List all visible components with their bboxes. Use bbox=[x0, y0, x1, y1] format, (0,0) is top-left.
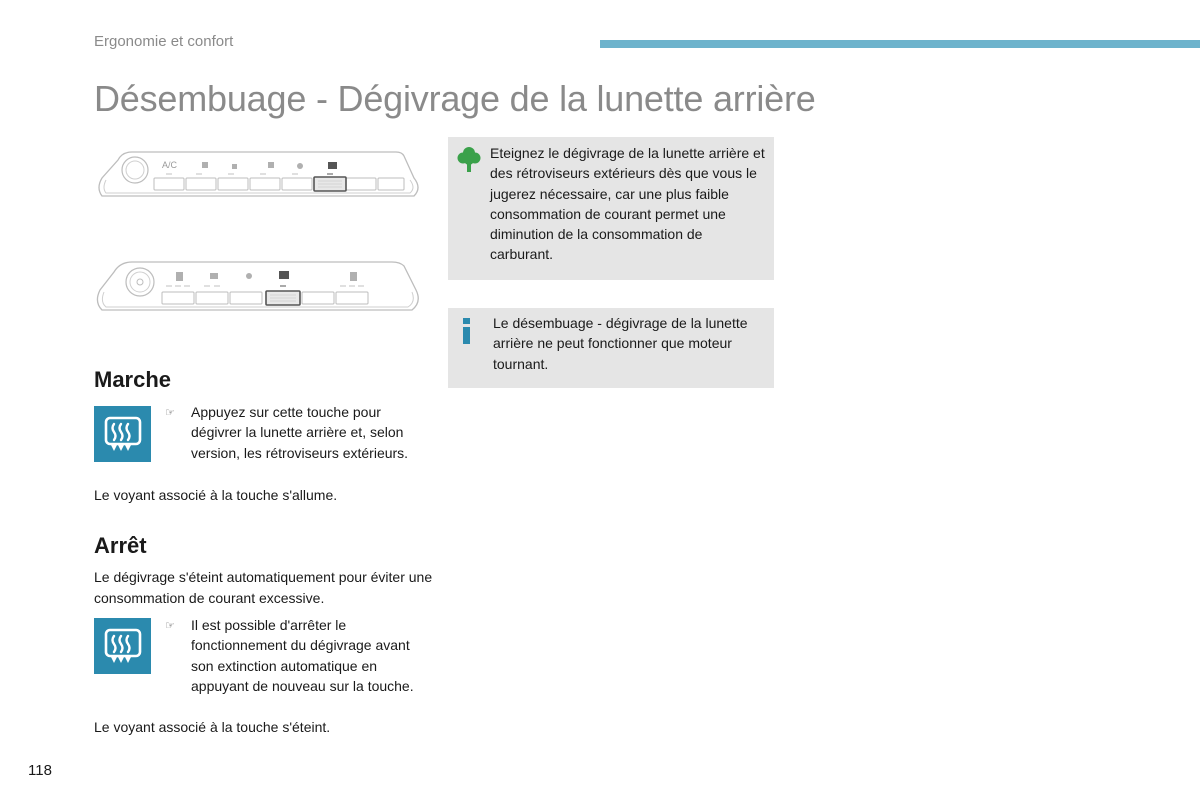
rear-defrost-icon bbox=[94, 618, 151, 674]
marche-instruction-text: Appuyez sur cette touche pour dégivrer la lunette arrière et, selon version, les rétroviseurs extérieurs. bbox=[191, 404, 409, 461]
eco-tree-icon bbox=[457, 145, 481, 178]
marche-indicator-text: Le voyant associé à la touche s'allume. bbox=[94, 487, 338, 503]
info-note bbox=[448, 308, 774, 388]
marche-instruction bbox=[165, 402, 425, 463]
info-note-text: Le désembuage - dégivrage de la lunette arrière ne peut fonctionner que moteur tournant. bbox=[493, 315, 748, 372]
control-panel-illustration-1 bbox=[92, 148, 424, 208]
eco-note-text: Eteignez le dégivrage de la lunette arrière et des rétroviseurs extérieurs dès que vous le jugerez nécessaire, car une plus faible consommation de courant permet une diminution de la consommation de carburant. bbox=[490, 145, 765, 263]
header-accent-bar bbox=[600, 40, 1200, 48]
control-panel-illustration-2 bbox=[92, 258, 424, 320]
arret-intro-text: Le dégivrage s'éteint automatiquement pour éviter une consommation de courant excessive. bbox=[94, 569, 433, 606]
arret-heading: Arrêt bbox=[94, 533, 147, 558]
pointer-hand-icon: ☞ bbox=[165, 407, 175, 419]
arret-indicator-text: Le voyant associé à la touche s'éteint. bbox=[94, 719, 331, 735]
eco-note bbox=[448, 137, 774, 280]
page-title: Désembuage - Dégivrage de la lunette arrière bbox=[94, 78, 816, 119]
ac-label: A/C bbox=[162, 160, 178, 170]
pointer-hand-icon: ☞ bbox=[165, 620, 175, 632]
info-icon bbox=[457, 316, 477, 351]
page-number: 118 bbox=[28, 762, 52, 779]
arret-instruction bbox=[165, 615, 425, 696]
rear-defrost-icon bbox=[94, 406, 151, 462]
section-label: Ergonomie et confort bbox=[94, 33, 234, 50]
arret-instruction-text: Il est possible d'arrêter le fonctionnement du dégivrage avant son extinction automatique en appuyant de nouveau sur la touche. bbox=[191, 617, 414, 694]
marche-heading: Marche bbox=[94, 367, 172, 392]
